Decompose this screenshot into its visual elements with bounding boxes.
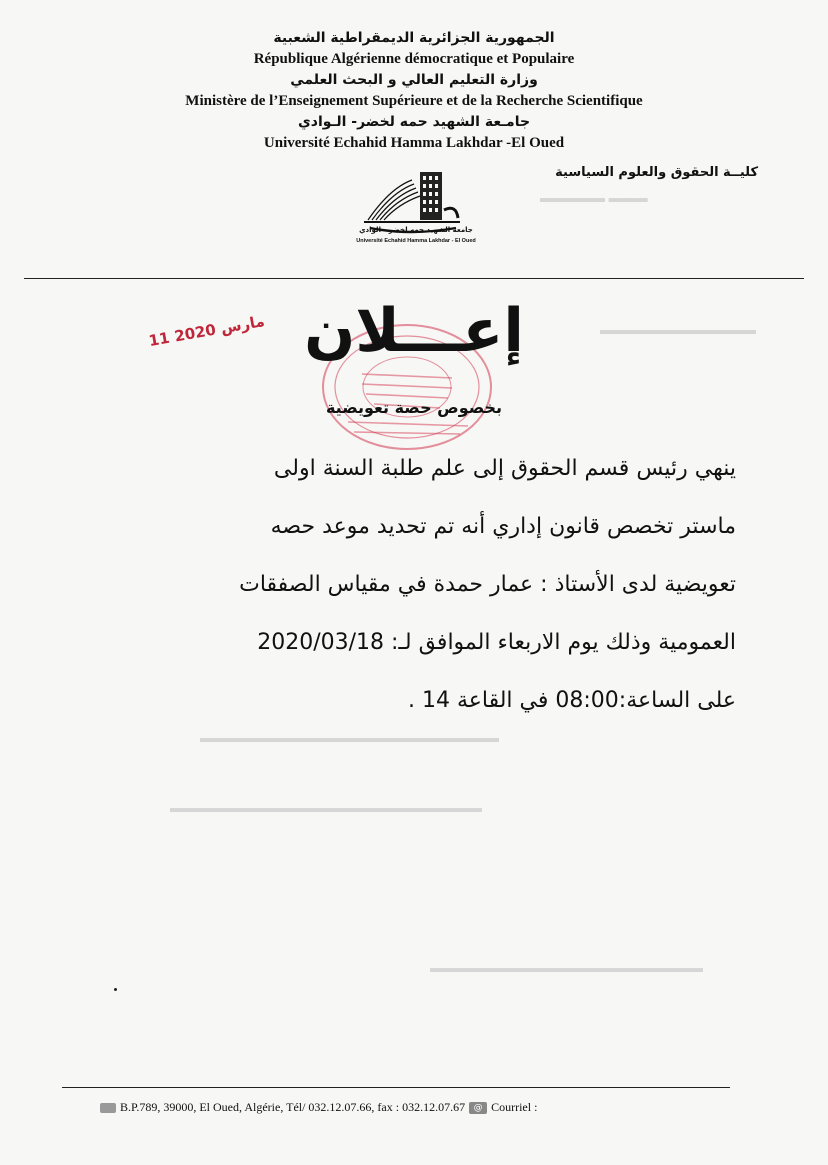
- bleed-through: ▬▬▬▬▬ ▬▬▬: [540, 190, 648, 205]
- stray-dot: [114, 988, 117, 991]
- bleed-through: ▬▬▬▬▬▬▬▬▬▬▬▬▬▬▬▬▬▬▬▬▬▬▬▬: [170, 800, 482, 815]
- stamp-date: 11 مارس 2020: [147, 311, 267, 351]
- university-ar: جامـعة الشهيد حمه لخضر- الـوادي: [297, 114, 531, 130]
- footer-address: B.P.789, 39000, El Oued, Algérie, Tél/ 032.12.07.66, fax : 032.12.07.67: [120, 1100, 466, 1114]
- logo-caption-ar: جامعة الشهيد حمه لخضر - الوادي: [359, 226, 473, 234]
- header-divider: [24, 278, 804, 279]
- footer-divider: [62, 1087, 730, 1088]
- body-line: تعويضية لدى الأستاذ : عمار حمدة في مقياس الصفقات: [239, 572, 736, 597]
- body-line: ماستر تخصص قانون إداري أنه تم تحديد موعد حصه: [270, 514, 736, 539]
- phone-icon: [100, 1103, 116, 1113]
- logo-caption-fr: Université Echahid Hamma Lakhdar - El Oued: [356, 238, 476, 244]
- body-line: على الساعة:08:00 في القاعة 14 .: [407, 688, 736, 713]
- bleed-through: ▬▬▬▬▬▬▬▬▬▬▬▬: [600, 322, 756, 337]
- republic-fr: République Algérienne démocratique et Populaire: [253, 51, 575, 67]
- faculty-name: كليــة الحقوق والعلوم السياسية: [555, 165, 758, 180]
- footer: [100, 1100, 537, 1115]
- bleed-through: ▬▬▬▬▬▬▬▬▬▬▬▬▬▬▬▬▬▬▬▬▬▬▬: [200, 730, 499, 745]
- ministry-ar: وزارة التعليم العالي و البحث العلمي: [290, 72, 538, 88]
- ministry-fr: Ministère de l’Enseignement Supérieure et de la Recherche Scientifique: [185, 93, 643, 109]
- announcement-subtitle: بخصوص حصة تعويضية: [325, 398, 503, 417]
- body-line: ينهي رئيس قسم الحقوق إلى علم طلبة السنة اولى: [273, 456, 736, 481]
- announcement-body: [90, 440, 736, 730]
- university-fr: Université Echahid Hamma Lakhdar -El Oued: [263, 135, 565, 151]
- footer-courriel: Courriel :: [491, 1100, 538, 1114]
- bleed-through: ▬▬▬▬▬▬▬▬▬▬▬▬▬▬▬▬▬▬▬▬▬: [430, 960, 703, 975]
- university-logo: [360, 158, 472, 250]
- republic-ar: الجمهورية الجزائرية الديمقراطية الشعبية: [273, 30, 555, 46]
- body-line: العمومية وذلك يوم الاربعاء الموافق لـ: 2020/03/18: [257, 630, 736, 655]
- email-icon: @: [469, 1102, 487, 1114]
- announcement-title: إعـــلان: [304, 296, 524, 366]
